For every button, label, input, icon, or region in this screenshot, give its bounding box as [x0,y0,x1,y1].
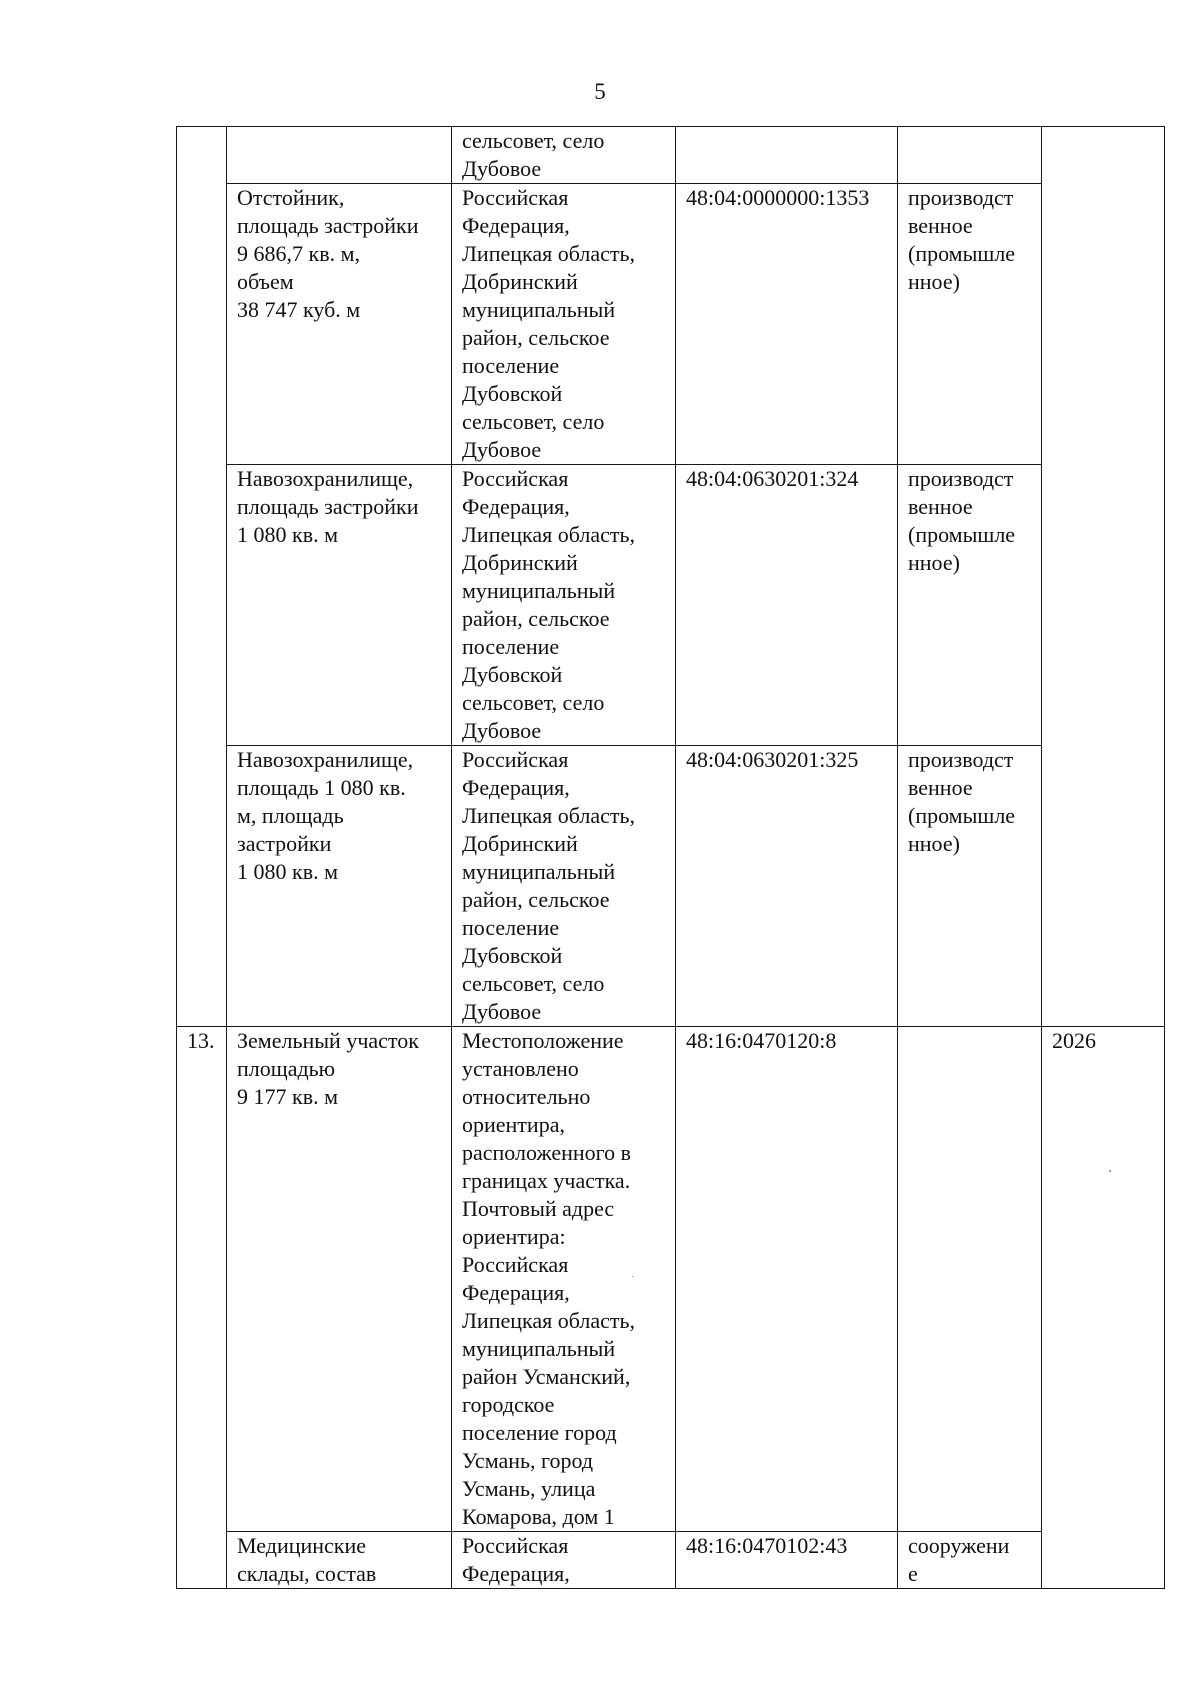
cell-line: 1 080 кв. м [237,522,338,547]
cell-line: нное) [908,269,960,294]
cell-line: Липецкая область, [462,522,636,547]
row-number-cell [177,1027,227,1532]
cell-line: производст [908,185,1014,210]
address-cell [452,184,676,465]
cell-line: (промышле [908,522,1016,547]
cadastral-number-cell [676,1027,898,1532]
table-row [177,1532,1165,1589]
cell-line: застройки [237,831,332,856]
cell-line: Дубовской [462,381,563,406]
cell-line: площадь застройки [237,213,419,238]
year-cell [1042,127,1165,184]
cell-line: Российская [462,466,569,491]
cadastral-number-cell-text: 48:16:0470120:8 [686,1028,837,1053]
cell-line: относительно [462,1084,591,1109]
address-cell [452,465,676,746]
row-number-cell [177,127,227,184]
cadastral-number-cell-text: 48:04:0000000:1353 [686,185,870,210]
cadastral-number-cell [676,465,898,746]
cell-line: Дубовое [462,999,542,1024]
cell-line: Земельный участок [237,1028,419,1053]
cell-line: Федерация, [462,494,570,519]
property-registry-table [176,126,1165,1589]
cell-line: Российская [462,185,569,210]
object-name-cell [227,1027,452,1532]
cell-line: сельсовет, село [462,690,605,715]
address-cell [452,127,676,184]
cell-line: венное [908,775,973,800]
cell-line: производст [908,747,1014,772]
cell-line: венное [908,494,973,519]
cell-line: площадью [237,1056,336,1081]
cell-line: Липецкая область, [462,803,636,828]
cell-line: Российская [462,1533,569,1558]
cell-line: поселение [462,353,560,378]
cell-line: 9 686,7 кв. м, [237,241,360,266]
scan-speck [1109,1170,1111,1172]
address-cell [452,746,676,1027]
row-number-cell [177,1532,227,1589]
cell-line: муниципальный [462,297,616,322]
cell-line: муниципальный [462,859,616,884]
scan-speck [632,1276,633,1277]
row-number-cell [177,746,227,1027]
cell-line: нное) [908,550,960,575]
cell-line: Дубовской [462,943,563,968]
usage-type-cell [898,127,1042,184]
cell-line: площадь 1 080 кв. [237,775,406,800]
cell-line: Добринский [462,550,578,575]
cell-line: Почтовый адрес [462,1196,615,1221]
year-cell [1042,465,1165,746]
object-name-cell [227,465,452,746]
cell-line: (промышле [908,241,1016,266]
table-row [177,127,1165,184]
cell-line: 38 747 куб. м [237,297,361,322]
row-number-cell-text: 13. [187,1028,215,1053]
cell-line: 9 177 кв. м [237,1084,338,1109]
cell-line: муниципальный [462,1336,616,1361]
cell-line: район, сельское [462,606,610,631]
object-name-cell [227,1532,452,1589]
cell-line: Навозохранилище, [237,466,414,491]
address-cell [452,1027,676,1532]
table-row [177,184,1165,465]
object-name-cell [227,184,452,465]
cell-line: границах участка. [462,1168,631,1193]
address-cell [452,1532,676,1589]
cell-line: Российская [462,747,569,772]
cell-line: 1 080 кв. м [237,859,338,884]
table-row [177,1027,1165,1532]
cadastral-number-cell [676,1532,898,1589]
cell-line: Дубовской [462,662,563,687]
row-number-cell [177,465,227,746]
year-cell-text: 2026 [1052,1028,1096,1053]
usage-type-cell [898,746,1042,1027]
cell-line: установлено [462,1056,579,1081]
cadastral-number-cell-text: 48:04:0630201:325 [686,747,859,772]
cell-line: Добринский [462,831,578,856]
cell-line: производст [908,466,1014,491]
year-cell [1042,184,1165,465]
usage-type-cell [898,1027,1042,1532]
cell-line: венное [908,213,973,238]
cell-line: Дубовое [462,718,542,743]
object-name-cell [227,127,452,184]
cell-line: поселение город [462,1420,617,1445]
cell-line: Отстойник, [237,185,345,210]
year-cell [1042,1027,1165,1532]
cell-line: площадь застройки [237,494,419,519]
cell-line: муниципальный [462,578,616,603]
cell-line: Российская [462,1252,569,1277]
cell-line: Липецкая область, [462,241,636,266]
cadastral-number-cell [676,746,898,1027]
cell-line: Федерация, [462,775,570,800]
cell-line: ориентира, [462,1112,565,1137]
cell-line: район, сельское [462,887,610,912]
year-cell [1042,746,1165,1027]
usage-type-cell [898,184,1042,465]
cell-line: Федерация, [462,1561,570,1586]
cell-line: м, площадь [237,803,344,828]
cell-line: объем [237,269,294,294]
cell-line: Дубовое [462,437,542,462]
cell-line: Федерация, [462,213,570,238]
cell-line: район Усманский, [462,1364,631,1389]
cell-line: сельсовет, село [462,409,605,434]
table-row [177,465,1165,746]
cell-line: городское [462,1392,555,1417]
cell-line: поселение [462,634,560,659]
cell-line: Усмань, город [462,1448,594,1473]
cadastral-number-cell [676,127,898,184]
cell-line: склады, состав [237,1561,377,1586]
cell-line: Усмань, улица [462,1476,596,1501]
cell-line: Комарова, дом 1 [462,1504,615,1529]
cell-line: сельсовет, село [462,971,605,996]
cell-line: (промышле [908,803,1016,828]
cadastral-number-cell [676,184,898,465]
cell-line: Липецкая область, [462,1308,636,1333]
year-cell [1042,1532,1165,1589]
cell-line: район, сельское [462,325,610,350]
cell-line: расположенного в [462,1140,632,1165]
cell-line: Дубовое [462,156,542,181]
cell-line: е [908,1561,918,1586]
cell-line: Навозохранилище, [237,747,414,772]
usage-type-cell [898,1532,1042,1589]
cell-line: Федерация, [462,1280,570,1305]
table-row [177,746,1165,1027]
object-name-cell [227,746,452,1027]
cadastral-number-cell-text: 48:04:0630201:324 [686,466,859,491]
cell-line: Добринский [462,269,578,294]
usage-type-cell [898,465,1042,746]
cadastral-number-cell-text: 48:16:0470102:43 [686,1533,848,1558]
cell-line: Медицинские [237,1533,367,1558]
cell-line: поселение [462,915,560,940]
cell-line: Местоположение [462,1028,624,1053]
cell-line: сельсовет, село [462,128,605,153]
page-number: 5 [594,79,606,104]
cell-line: нное) [908,831,960,856]
cell-line: сооружени [908,1533,1010,1558]
cell-line: ориентира: [462,1224,566,1249]
row-number-cell [177,184,227,465]
